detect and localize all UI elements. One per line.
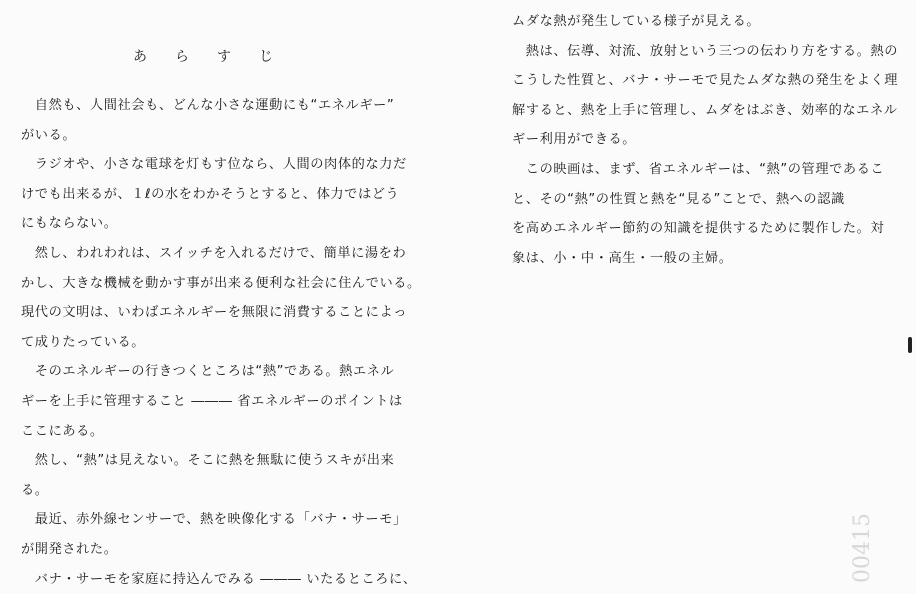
faint-stamp-number: 00415 bbox=[850, 470, 880, 583]
text-line: る。 bbox=[21, 476, 421, 506]
text-line: こうした性質と、バナ・サーモで見たムダな熱の発生をよく理 bbox=[512, 66, 898, 96]
text-line: 自然も、人間社会も、どんな小さな運動にも“エネルギー” bbox=[21, 91, 421, 121]
text-line: 解すると、熱を上手に管理し、ムダをはぶき、効率的なエネル bbox=[512, 96, 898, 126]
text-line: 最近、赤外線センサーで、熱を映像化する「バナ・サーモ」 bbox=[21, 505, 421, 535]
text-line: ラジオや、小さな電球を灯もす位なら、人間の肉体的な力だ bbox=[21, 150, 421, 180]
text-line: ムダな熱が発生している様子が見える。 bbox=[512, 7, 898, 37]
text-line: 熱は、伝導、対流、放射という三つの伝わり方をする。熱の bbox=[512, 37, 898, 67]
text-line: 然し、われわれは、スイッチを入れるだけで、簡単に湯をわ bbox=[21, 239, 421, 269]
text-line: と、その“熱”の性質と熱を“見る”ことで、熱への認識 bbox=[512, 185, 898, 215]
text-line: 然し、“熱”は見えない。そこに熱を無駄に使うスキが出来 bbox=[21, 446, 421, 476]
text-line: がいる。 bbox=[21, 121, 421, 151]
text-line: 象は、小・中・高生・一般の主婦。 bbox=[512, 244, 898, 274]
text-line: この映画は、まず、省エネルギーは、“熱”の管理であるこ bbox=[512, 155, 898, 185]
text-line: かし、大きな機械を動かす事が出来る便利な社会に住んでいる。 bbox=[21, 269, 421, 299]
text-line: 現代の文明は、いわばエネルギーを無限に消費することによっ bbox=[21, 298, 421, 328]
text-line: けでも出来るが、１ℓの水をわかそうとすると、体力ではどう bbox=[21, 180, 421, 210]
text-line: バナ・サーモを家庭に持込んでみる ――― いたるところに、 bbox=[21, 565, 421, 594]
edge-mark bbox=[908, 337, 912, 353]
right-text-column bbox=[512, 7, 898, 273]
text-line: にもならない。 bbox=[21, 209, 421, 239]
text-line: を高めエネルギー節約の知識を提供するために製作した。対 bbox=[512, 214, 898, 244]
text-line: そのエネルギーの行きつくところは“熱”である。熱エネル bbox=[21, 357, 421, 387]
left-text-column bbox=[21, 91, 421, 594]
text-line: が開発された。 bbox=[21, 535, 421, 565]
text-line: ギーを上手に管理すること ――― 省エネルギーのポイントは bbox=[21, 387, 421, 417]
text-line: ギー利用ができる。 bbox=[512, 125, 898, 155]
text-line: ここにある。 bbox=[21, 417, 421, 447]
page-title: あらすじ bbox=[133, 46, 293, 66]
text-line: て成りたっている。 bbox=[21, 328, 421, 358]
